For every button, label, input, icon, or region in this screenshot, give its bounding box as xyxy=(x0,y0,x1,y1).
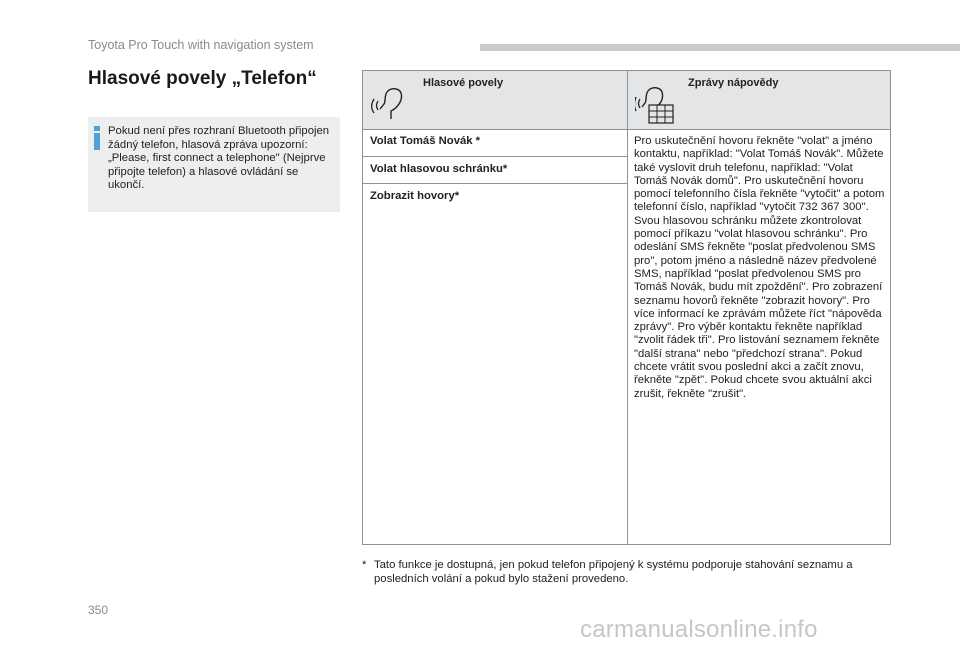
running-header: Toyota Pro Touch with navigation system xyxy=(88,38,314,52)
page-number: 350 xyxy=(88,603,109,617)
header-bar xyxy=(480,44,960,51)
command-cell: Volat hlasovou schránku* xyxy=(370,163,508,175)
header-help-messages: Zprávy nápovědy xyxy=(688,77,779,89)
voice-commands-table xyxy=(362,70,891,545)
table-row xyxy=(363,129,627,156)
info-text: Pokud není přes rozhraní Bluetooth připojen žádný telefon, hlasová zpráva upozorní: „Please, first connect a telephone" (Nejprve připojte telefon) a hlasové ovládání se ukončí. xyxy=(108,125,330,192)
command-cell: Volat Tomáš Novák * xyxy=(370,135,481,147)
command-cell: Zobrazit hovory* xyxy=(370,190,460,202)
table-row xyxy=(363,157,627,183)
help-text-cell: Pro uskutečnění hovoru řekněte "volat" a jméno kontaktu, například: "Volat Tomáš Novák". Můžete také vyslovit druh telefonu, například: "Volat Tomáš Novák domů". Pro uskutečnění hovoru pomocí telefonního čísla řekněte "vytočit" a potom telefonní číslo, například "vytočit 732 367 300". Svou hlasovou schránku můžete zkontrolovat pomocí příkazu "volat hlasovou schránku". Pro odeslání SMS řekněte "poslat předvolenou SMS pro", potom jméno a následně název předvolené SMS, například "poslat předvolenou SMS pro Tomáš Novák, budu mít zpoždění". Pro zobrazení seznamu hovorů řekněte "zobrazit hovory". Pro více informací ke zprávám můžete říct "nápověda zprávy". Pro výběr kontaktu řekněte například "zvolit řádek tři". Pro listování seznamem řekněte "další strana" nebo "předchozí strana". Pokud chcete vrátit svou poslední akci a začít znovu, řekněte "zpět". Pokud chcete svou aktuální akci zrušit, řekněte "zrušit". xyxy=(634,135,885,400)
footnote-marker: * xyxy=(362,559,367,571)
header-voice-commands: Hlasové povely xyxy=(423,77,504,89)
info-box xyxy=(88,117,340,212)
section-title: Hlasové povely „Telefon“ xyxy=(88,68,317,89)
voice-command-icon xyxy=(371,85,411,125)
watermark: carmanualsonline.info xyxy=(580,616,818,643)
footnote-text: Tato funkce je dostupná, jen pokud telefon připojený k systému podporuje stahování seznamu a posledních volání a pokud bylo stažení provedeno. xyxy=(374,559,853,585)
column-divider xyxy=(627,71,628,544)
info-icon xyxy=(94,126,100,150)
help-messages-icon xyxy=(635,85,675,125)
table-row xyxy=(363,184,627,214)
